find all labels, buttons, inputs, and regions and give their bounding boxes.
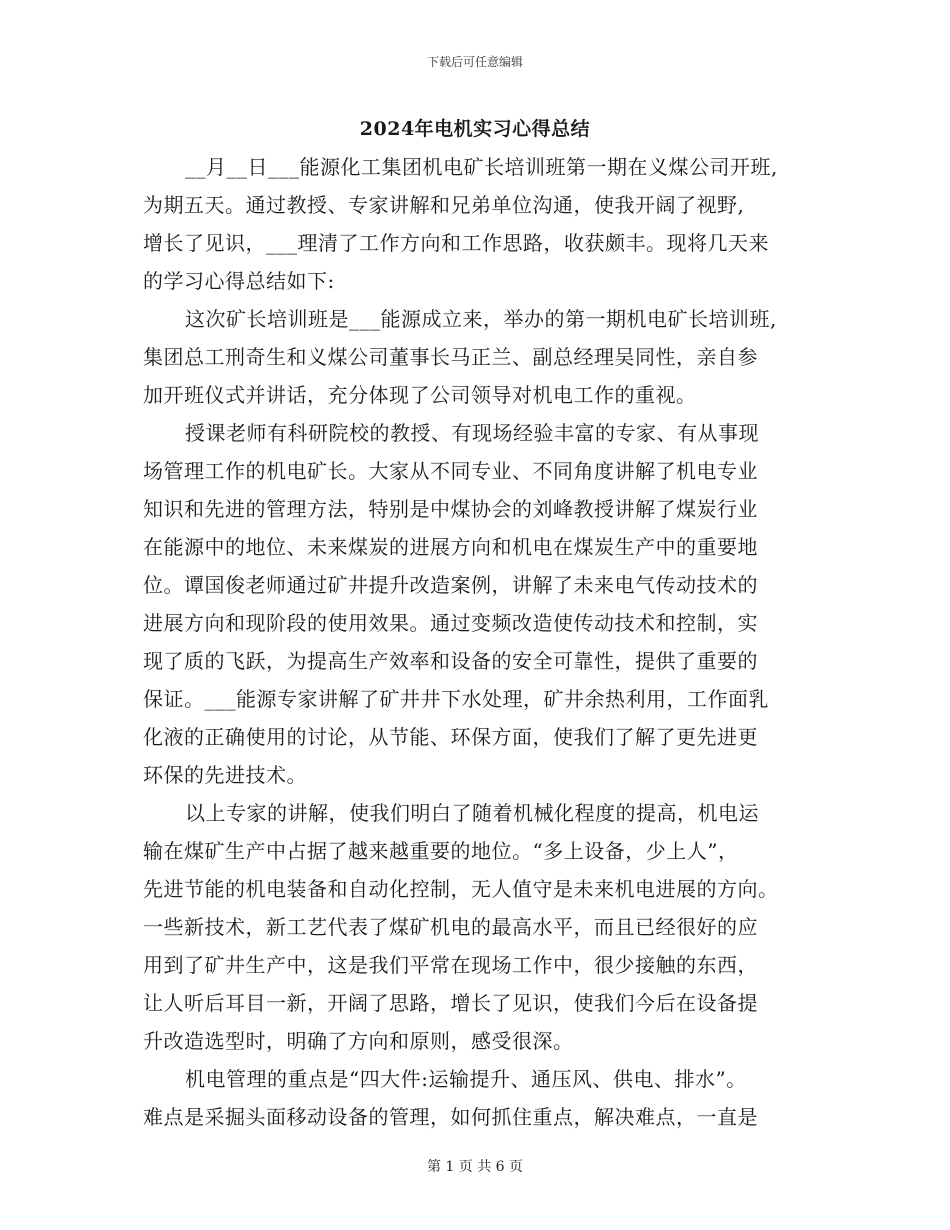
body-line: 一些新技术，新工艺代表了煤矿机电的最高水平，而且已经很好的应 xyxy=(143,915,758,939)
body-line: 化液的正确使用的讨论，从节能、环保方面，使我们了解了更先进更 xyxy=(143,725,758,749)
body-line: 环保的先进技术。 xyxy=(143,763,307,787)
body-line: 授课老师有科研院校的教授、有现场经验丰富的专家、有从事现 xyxy=(185,421,759,445)
body-line: 进展方向和现阶段的使用效果。通过变频改造使传动技术和控制，实 xyxy=(143,611,758,635)
body-line: __月__日___能源化工集团机电矿长培训班第一期在义煤公司开班, xyxy=(185,155,778,179)
body-line: 用到了矿井生产中，这是我们平常在现场工作中，很少接触的东西， xyxy=(143,953,758,977)
body-line: 知识和先进的管理方法，特别是中煤协会的刘峰教授讲解了煤炭行业 xyxy=(143,497,758,521)
body-line: 场管理工作的机电矿长。大家从不同专业、不同角度讲解了机电专业 xyxy=(143,459,758,483)
body-line: 加开班仪式并讲话，充分体现了公司领导对机电工作的重视。 xyxy=(143,383,697,407)
page-number-footer: 第 1 页 共 6 页 xyxy=(426,1159,524,1175)
body-line: 机电管理的重点是“四大件:运输提升、通压风、供电、排水”。 xyxy=(185,1067,747,1091)
body-line: 现了质的飞跃，为提高生产效率和设备的安全可靠性，提供了重要的 xyxy=(143,649,758,673)
page-header-note: 下载后可任意编辑 xyxy=(426,55,523,69)
body-line: 这次矿长培训班是___能源成立来，举办的第一期机电矿长培训班, xyxy=(185,307,777,331)
body-line: 让人听后耳目一新，开阔了思路，增长了见识，使我们今后在设备提 xyxy=(143,991,758,1015)
body-line: 难点是采掘头面移动设备的管理，如何抓住重点，解决难点，一直是 xyxy=(143,1105,758,1129)
body-line: 在能源中的地位、未来煤炭的进展方向和机电在煤炭生产中的重要地 xyxy=(143,535,758,559)
body-line: 先进节能的机电装备和自动化控制，无人值守是未来机电进展的方向。 xyxy=(143,877,779,901)
body-line: 保证。___能源专家讲解了矿井井下水处理，矿井余热利用，工作面乳 xyxy=(143,687,769,711)
body-line: 输在煤矿生产中占据了越来越重要的地位。“多上设备，少上人”， xyxy=(143,839,739,863)
document-body xyxy=(143,148,818,1136)
document-title: 2024年电机实习心得总结 xyxy=(359,118,591,140)
body-line: 增长了见识，___理清了工作方向和工作思路，收获颇丰。现将几天来 xyxy=(143,231,769,255)
body-line: 升改造选型时，明确了方向和原则，感受很深。 xyxy=(143,1029,574,1053)
body-line: 为期五天。通过教授、专家讲解和兄弟单位沟通，使我开阔了视野, xyxy=(143,193,745,217)
body-line: 的学习心得总结如下: xyxy=(143,269,335,293)
body-line: 集团总工刑奇生和义煤公司董事长马正兰、副总经理吴同性，亲自参 xyxy=(143,345,758,369)
body-line: 位。谭国俊老师通过矿井提升改造案例，讲解了未来电气传动技术的 xyxy=(143,573,758,597)
body-line: 以上专家的讲解，使我们明白了随着机械化程度的提高，机电运 xyxy=(185,801,759,825)
